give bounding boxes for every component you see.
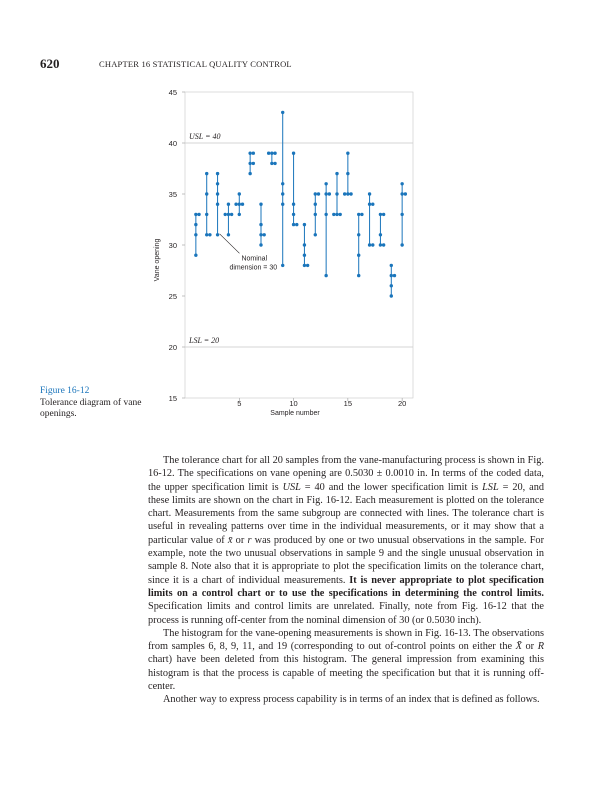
figure-label: Figure 16-12 xyxy=(40,386,90,396)
data-point xyxy=(379,243,382,246)
data-point xyxy=(400,213,403,216)
text-run: LSL xyxy=(482,481,499,493)
data-point xyxy=(205,233,208,236)
data-point xyxy=(379,233,382,236)
data-point xyxy=(241,203,244,206)
usl-label: USL = 40 xyxy=(189,132,221,141)
data-point xyxy=(371,243,374,246)
data-point xyxy=(273,152,276,155)
data-point xyxy=(270,162,273,165)
nominal-label-2: dimension = 30 xyxy=(229,264,278,272)
data-point xyxy=(314,203,317,206)
data-point xyxy=(216,192,219,195)
data-point xyxy=(371,203,374,206)
data-point xyxy=(346,192,349,195)
data-point xyxy=(324,192,327,195)
data-point xyxy=(368,192,371,195)
page-header xyxy=(40,56,580,72)
figure-caption-text: Tolerance diagram of vane openings. xyxy=(40,397,142,419)
data-point xyxy=(400,182,403,185)
data-point xyxy=(216,203,219,206)
data-point xyxy=(400,243,403,246)
data-point xyxy=(230,213,233,216)
x-tick-label: 20 xyxy=(397,399,407,408)
y-tick-label: 30 xyxy=(168,241,177,250)
paragraph-3 xyxy=(148,693,544,706)
data-point xyxy=(281,192,284,195)
data-point xyxy=(227,213,230,216)
text-run: Specification limits and control limits are unrelated. Finally, note from Fig. 16-12 that the process is running off-center from the nominal dimension of 30 (or 0.5030 inch). xyxy=(148,601,544,626)
data-point xyxy=(357,274,360,277)
data-point xyxy=(332,213,335,216)
text-run: x̄ xyxy=(227,534,233,546)
data-point xyxy=(339,213,342,216)
paragraph-2 xyxy=(148,627,544,693)
data-point xyxy=(343,192,346,195)
y-tick-label: 20 xyxy=(168,343,177,352)
x-tick-label: 5 xyxy=(237,399,242,408)
data-point xyxy=(252,152,255,155)
x-tick-label: 10 xyxy=(289,399,298,408)
text-run: The tolerance chart for all 20 samples from the vane-manufacturing process is shown in Fig. 16-12. The specifications on vane opening are 0.5030 ± 0.0010 in. In terms of the coded data, the upper specification limit is xyxy=(148,455,544,493)
text-run: X̄ xyxy=(515,641,522,653)
data-point xyxy=(208,233,211,236)
text-run: or xyxy=(521,641,538,653)
y-tick-label: 25 xyxy=(168,292,177,301)
data-point xyxy=(216,172,219,175)
nominal-arrow-line xyxy=(220,234,240,254)
text-run: It is never appropriate to plot specification limits on a control chart or to use the specifications in determining the control limits. xyxy=(148,574,545,599)
text-run: R xyxy=(537,641,544,653)
data-point xyxy=(292,213,295,216)
body-text xyxy=(148,454,544,707)
data-point xyxy=(238,203,241,206)
data-point xyxy=(404,192,407,195)
data-point xyxy=(306,264,309,267)
page-number: 620 xyxy=(40,56,60,71)
data-point xyxy=(400,192,403,195)
data-point xyxy=(281,111,284,114)
data-point xyxy=(248,172,251,175)
data-point xyxy=(349,192,352,195)
data-point xyxy=(317,192,320,195)
data-point xyxy=(314,213,317,216)
data-point xyxy=(248,152,251,155)
text-run: r xyxy=(247,534,252,546)
y-tick-label: 35 xyxy=(168,190,177,199)
x-tick-label: 15 xyxy=(343,399,353,408)
data-point xyxy=(314,192,317,195)
data-point xyxy=(238,192,241,195)
y-tick-label: 40 xyxy=(168,139,177,148)
data-point xyxy=(292,203,295,206)
y-tick-label: 15 xyxy=(168,394,177,403)
x-axis-label: Sample number xyxy=(270,410,320,417)
data-point xyxy=(346,172,349,175)
data-point xyxy=(205,192,208,195)
data-point xyxy=(252,162,255,165)
text-run: or xyxy=(232,534,248,546)
data-point xyxy=(292,152,295,155)
data-point xyxy=(216,182,219,185)
data-point xyxy=(360,213,363,216)
data-point xyxy=(205,213,208,216)
data-point xyxy=(270,152,273,155)
data-point xyxy=(357,254,360,257)
data-point xyxy=(390,294,393,297)
nominal-label: Nominal xyxy=(241,255,268,263)
data-point xyxy=(267,152,270,155)
data-point xyxy=(273,162,276,165)
data-point xyxy=(292,223,295,226)
data-point xyxy=(328,192,331,195)
data-point xyxy=(259,203,262,206)
text-run: = 20, and these limits are shown on the chart in Fig. 16-12. Each measurement is plotted on the tolerance chart. Measurements from the same subgroup are connected with lines. The tolerance chart is useful in revealing patterns over time in the individual measurements, or it may show that a particular value of xyxy=(148,481,544,546)
data-point xyxy=(281,182,284,185)
data-point xyxy=(227,203,230,206)
data-point xyxy=(216,233,219,236)
text-run: chart) have been deleted from this histogram. The general impression from examining this histogram is that the process is capable of meeting the specification but that it is running off-center. xyxy=(148,654,544,693)
data-point xyxy=(379,213,382,216)
data-point xyxy=(346,152,349,155)
data-point xyxy=(263,233,266,236)
data-point xyxy=(194,213,197,216)
chapter-title: CHAPTER 16 STATISTICAL QUALITY CONTROL xyxy=(99,59,292,69)
data-point xyxy=(390,274,393,277)
data-point xyxy=(194,254,197,257)
data-point xyxy=(295,223,298,226)
data-point xyxy=(368,243,371,246)
data-point xyxy=(227,233,230,236)
data-point xyxy=(224,213,227,216)
data-point xyxy=(234,203,237,206)
data-point xyxy=(390,284,393,287)
data-point xyxy=(281,264,284,267)
data-point xyxy=(259,233,262,236)
figure-caption xyxy=(40,386,145,421)
data-point xyxy=(303,223,306,226)
data-point xyxy=(303,254,306,257)
data-point xyxy=(197,213,200,216)
data-point xyxy=(248,162,251,165)
data-point xyxy=(382,213,385,216)
y-tick-label: 45 xyxy=(168,88,177,97)
data-point xyxy=(390,264,393,267)
data-point xyxy=(194,233,197,236)
text-run: = 40 and the lower specification limit is xyxy=(300,481,483,493)
data-point xyxy=(335,172,338,175)
data-point xyxy=(194,223,197,226)
data-point xyxy=(238,213,241,216)
text-run: Another way to express process capability is in terms of an index that is defined as follows. xyxy=(163,694,540,706)
data-point xyxy=(335,192,338,195)
data-point xyxy=(303,264,306,267)
data-point xyxy=(324,182,327,185)
data-point xyxy=(205,172,208,175)
data-point xyxy=(314,233,317,236)
paragraph-1 xyxy=(148,454,544,627)
data-point xyxy=(259,223,262,226)
y-axis-label: Vane opening xyxy=(154,238,161,282)
data-point xyxy=(357,213,360,216)
text-run: was produced by one or two unusual observations in the sample. For example, note the two unusual observations in sample 9 and the single unusual observation in sample 8. Note also that it is appropriate to plot the specification limits on the tolerance chart, since it is a chart of individual measurements. xyxy=(148,534,544,586)
lsl-label: LSL = 20 xyxy=(189,336,220,345)
data-point xyxy=(324,213,327,216)
data-point xyxy=(393,274,396,277)
text-run: USL xyxy=(282,481,301,493)
text-run: The histogram for the vane-opening measurements is shown in Fig. 16-13. The observations from samples 6, 8, 9, 11, and 19 (corresponding to out of-control points on either the xyxy=(148,627,544,653)
data-point xyxy=(335,213,338,216)
data-point xyxy=(368,203,371,206)
data-point xyxy=(382,243,385,246)
tolerance-chart xyxy=(145,80,415,425)
data-point xyxy=(303,243,306,246)
data-point xyxy=(281,203,284,206)
data-point xyxy=(324,274,327,277)
data-point xyxy=(357,233,360,236)
data-point xyxy=(259,243,262,246)
